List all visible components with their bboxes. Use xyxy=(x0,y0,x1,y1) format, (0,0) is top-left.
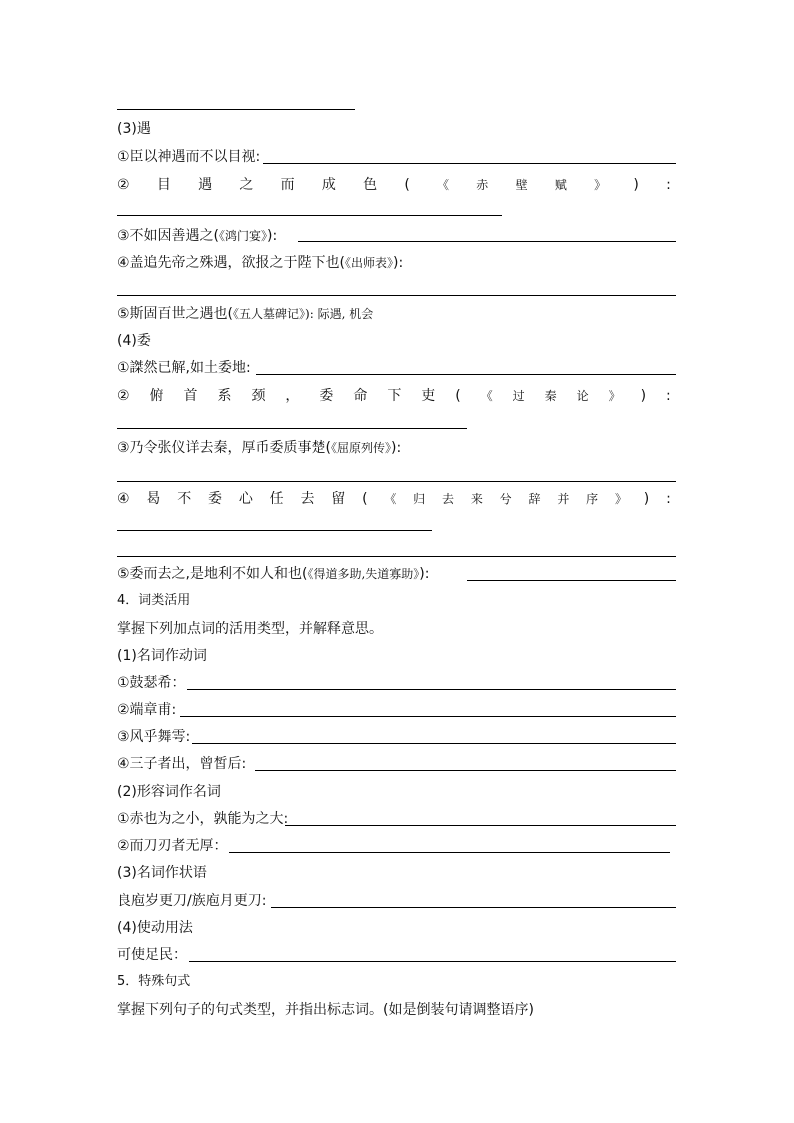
answer-line[interactable] xyxy=(117,530,432,531)
answer-line[interactable] xyxy=(255,770,676,771)
answer-line[interactable] xyxy=(298,241,676,242)
part-instruction: 掌握下列加点词的活用类型，并解释意思。 xyxy=(117,621,383,637)
answer-line[interactable] xyxy=(117,295,676,296)
question-label: ③风乎舞雩: xyxy=(117,729,191,745)
question-label: ⑤斯固百世之遇也(《五人墓碑记》): 际遇, 机会 xyxy=(117,306,374,322)
answer-line[interactable] xyxy=(117,215,502,216)
answer-line[interactable] xyxy=(180,716,676,717)
question-label: 可使足民： xyxy=(117,947,187,963)
part-heading: 5．特殊句式 xyxy=(117,974,191,989)
question-label: ①臣以神遇而不以目视: xyxy=(117,149,261,165)
question-label: ③不如因善遇之(《鸿门宴》): xyxy=(117,228,278,244)
section-heading: (4)委 xyxy=(117,333,151,349)
subsection-heading: (1)名词作动词 xyxy=(117,648,207,664)
question-label: ①赤也为之小，孰能为之大: xyxy=(117,811,289,827)
subsection-heading: (4)使动用法 xyxy=(117,920,193,936)
answer-line[interactable] xyxy=(187,689,676,690)
question-label: ①謋然已解,如土委地: xyxy=(117,360,251,376)
answer-line[interactable] xyxy=(117,481,676,482)
answer-line[interactable] xyxy=(117,428,467,429)
question-spaced-text: ② 目 遇 之 而 成 色 ( 《 赤 壁 赋 》 ) : xyxy=(117,177,671,193)
question-label: ④三子者出，曾皙后: xyxy=(117,756,247,772)
answer-line[interactable] xyxy=(263,163,676,164)
answer-line[interactable] xyxy=(192,743,676,744)
answer-line[interactable] xyxy=(229,852,670,853)
question-label: 良庖岁更刀/族庖月更刀: xyxy=(117,893,267,909)
answer-line[interactable] xyxy=(467,580,676,581)
answer-line[interactable] xyxy=(117,109,355,110)
question-label: ②端章甫: xyxy=(117,702,177,718)
question-label: ③乃令张仪详去秦，厚币委质事楚(《屈原列传》): xyxy=(117,440,402,456)
answer-line[interactable] xyxy=(117,556,676,557)
question-label: ④盖追先帝之殊遇，欲报之于陛下也(《出师表》): xyxy=(117,255,404,271)
question-spaced-text: ④ 曷 不 委 心 任 去 留 ( 《 归 去 来 兮 辞 并 序 》 ) : xyxy=(117,491,671,507)
section-heading: (3)遇 xyxy=(117,121,151,137)
answer-line[interactable] xyxy=(285,825,676,826)
answer-line[interactable] xyxy=(271,907,676,908)
question-label: ①鼓瑟希： xyxy=(117,675,186,691)
subsection-heading: (2)形容词作名词 xyxy=(117,784,221,800)
answer-line[interactable] xyxy=(256,374,676,375)
part-heading: 4．词类活用 xyxy=(117,593,191,608)
question-label: ②而刀刃者无厚： xyxy=(117,838,228,854)
question-spaced-text: ② 俯 首 系 颈 ， 委 命 下 吏 ( 《 过 秦 论 》 ) : xyxy=(117,388,671,404)
question-label: ⑤委而去之,是地利不如人和也(《得道多助,失道寡助》): xyxy=(117,566,430,582)
answer-line[interactable] xyxy=(189,961,676,962)
subsection-heading: (3)名词作状语 xyxy=(117,865,207,881)
part-instruction: 掌握下列句子的句式类型，并指出标志词。(如是倒装句请调整语序) xyxy=(117,1002,534,1018)
